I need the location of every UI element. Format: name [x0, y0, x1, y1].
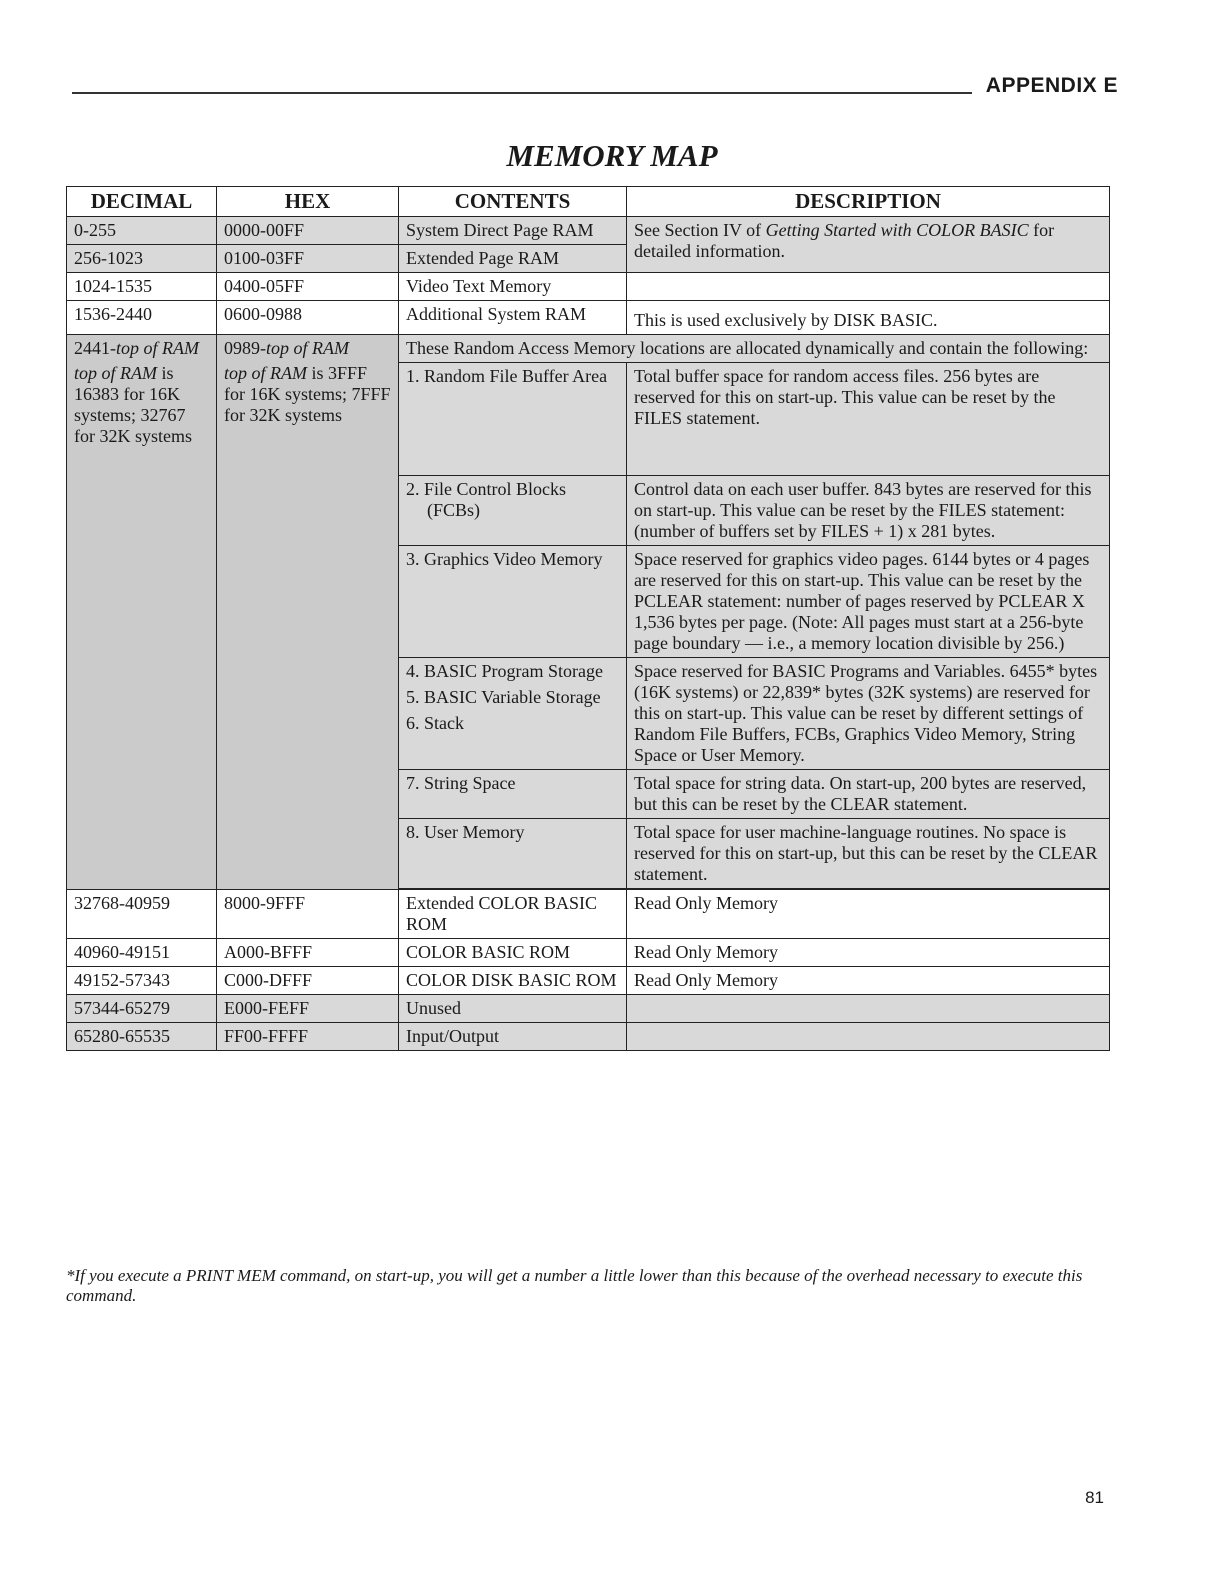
decimal-note: [74, 363, 209, 447]
table-row: [67, 273, 1110, 301]
book-title-text: Getting Started with COLOR BASIC: [765, 220, 1029, 240]
hex-cell: E000-FEFF: [217, 995, 399, 1023]
table-row: [67, 335, 1110, 363]
contents-cell: [399, 546, 627, 658]
contents-item: 1. Random File Buffer Area: [406, 366, 608, 386]
table-row: [67, 939, 1110, 967]
header-row: [67, 187, 1110, 217]
hex-cell: 8000-9FFF: [217, 890, 399, 939]
table-row: [67, 217, 1110, 245]
decimal-cell: 57344-65279: [67, 995, 217, 1023]
contents-item: 7. String Space: [406, 773, 516, 793]
page-number: 81: [1085, 1488, 1104, 1507]
contents-cell: COLOR DISK BASIC ROM: [399, 967, 627, 995]
memory-map-table: [66, 186, 1110, 1051]
contents-cell: [399, 363, 627, 476]
description-cell: Read Only Memory: [627, 939, 1110, 967]
contents-cell: Additional System RAM: [399, 301, 627, 335]
hex-note: [224, 363, 391, 426]
decimal-cell: [67, 335, 217, 890]
hex-cell: FF00-FFFF: [217, 1023, 399, 1051]
description-cell: Space reserved for BASIC Programs and Variables. 6455* bytes (16K systems) or 22,839* bytes (32K systems) are reserved for this on start-up. This value can be reset by different settings of Random File Buffers, FCBs, Graphics Video Memory, String Space or User Memory.: [627, 658, 1110, 770]
decimal-cell: 65280-65535: [67, 1023, 217, 1051]
hex-note-text: is 3FFF for 16K systems; 7FFF for 32K systems: [224, 363, 391, 425]
footnote: *If you execute a PRINT MEM command, on start-up, you will get a number a little lower than this because of the overhead necessary to execute this command.: [66, 1266, 1083, 1305]
contents-cell: [399, 476, 627, 546]
decimal-cell: 256-1023: [67, 245, 217, 273]
page-title: MEMORY MAP: [506, 138, 718, 173]
hex-cell: 0600-0988: [217, 301, 399, 335]
appendix-label: APPENDIX E: [985, 74, 1118, 97]
description-cell: Read Only Memory: [627, 967, 1110, 995]
contents-cell: [399, 819, 627, 889]
table-row: [67, 890, 1110, 939]
hex-cell: 0400-05FF: [217, 273, 399, 301]
contents-cell: [399, 658, 627, 770]
column-header-decimal: DECIMAL: [67, 187, 217, 217]
description-cell: [627, 217, 1110, 273]
decimal-range-start: 2441-: [74, 338, 116, 358]
decimal-cell: 1536-2440: [67, 301, 217, 335]
description-cell: This is used exclusively by DISK BASIC.: [627, 301, 1110, 335]
table-row: [67, 1023, 1110, 1051]
hex-range-end: top of RAM: [266, 338, 349, 358]
decimal-cell: 0-255: [67, 217, 217, 245]
table-row: [67, 967, 1110, 995]
description-cell: Total buffer space for random access files. 256 bytes are reserved for this on start-up. This value can be reset by the FILES statement.: [627, 363, 1110, 476]
header-rule: [72, 92, 972, 94]
contents-cell: Extended Page RAM: [399, 245, 627, 273]
contents-cell: COLOR BASIC ROM: [399, 939, 627, 967]
hex-cell: 0100-03FF: [217, 245, 399, 273]
contents-item: 4. BASIC Program Storage: [406, 661, 603, 681]
description-cell: [627, 995, 1110, 1023]
contents-item: 5. BASIC Variable Storage: [406, 687, 601, 707]
contents-item: 2. File Control Blocks (FCBs): [406, 479, 567, 520]
hex-note-term: top of RAM: [224, 363, 307, 383]
hex-range-start: 0989-: [224, 338, 266, 358]
description-text: See Section IV of: [634, 220, 766, 240]
dynamic-ram-intro: These Random Access Memory locations are allocated dynamically and contain the following:: [399, 335, 1110, 363]
description-cell: Total space for string data. On start-up, 200 bytes are reserved, but this can be reset by the CLEAR statement.: [627, 770, 1110, 819]
description-cell: Total space for user machine-language routines. No space is reserved for this on start-up, but this can be reset by the CLEAR statement.: [627, 819, 1110, 889]
decimal-cell: 32768-40959: [67, 890, 217, 939]
hex-cell: 0000-00FF: [217, 217, 399, 245]
contents-cell: [399, 770, 627, 819]
decimal-range-end: top of RAM: [116, 338, 199, 358]
decimal-note-term: top of RAM: [74, 363, 157, 383]
decimal-cell: 49152-57343: [67, 967, 217, 995]
column-header-hex: HEX: [217, 187, 399, 217]
hex-cell: C000-DFFF: [217, 967, 399, 995]
decimal-note-text: is 16383 for 16K systems; 32767 for 32K systems: [74, 363, 192, 446]
description-text: for detailed information.: [634, 220, 1055, 261]
description-cell: Space reserved for graphics video pages. 6144 bytes or 4 pages are reserved for this on start-up. This value can be reset by the PCLEAR statement: number of pages reserved by PCLEAR X 1,536 bytes per page. (Note: All pages must start at a 256-byte page boundary — i.e., a memory location divisible by 256.): [627, 546, 1110, 658]
contents-cell: Input/Output: [399, 1023, 627, 1051]
description-cell: Read Only Memory: [627, 890, 1110, 939]
contents-cell: Extended COLOR BASIC ROM: [399, 890, 627, 939]
contents-cell: Video Text Memory: [399, 273, 627, 301]
contents-cell: System Direct Page RAM: [399, 217, 627, 245]
decimal-cell: 40960-49151: [67, 939, 217, 967]
description-cell: Control data on each user buffer. 843 bytes are reserved for this on start-up. This value can be reset by the FILES statement: (number of buffers set by FILES + 1) x 281 bytes.: [627, 476, 1110, 546]
description-cell: [627, 273, 1110, 301]
hex-cell: A000-BFFF: [217, 939, 399, 967]
column-header-description: DESCRIPTION: [627, 187, 1110, 217]
description-cell: [627, 1023, 1110, 1051]
contents-item: 3. Graphics Video Memory: [406, 549, 603, 569]
column-header-contents: CONTENTS: [399, 187, 627, 217]
hex-cell: [217, 335, 399, 890]
contents-item: 6. Stack: [406, 713, 464, 733]
decimal-cell: 1024-1535: [67, 273, 217, 301]
contents-cell: Unused: [399, 995, 627, 1023]
table-row: [67, 301, 1110, 335]
table-row: [67, 995, 1110, 1023]
contents-item: 8. User Memory: [406, 822, 525, 842]
